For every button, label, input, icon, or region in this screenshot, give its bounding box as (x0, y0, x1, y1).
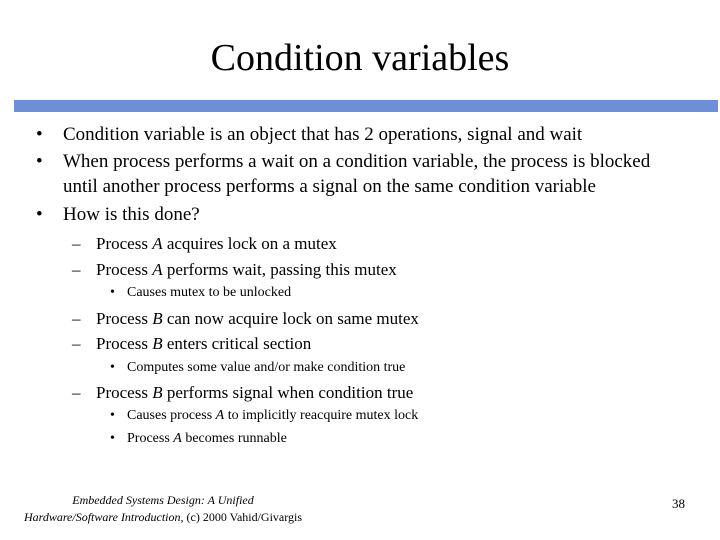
text-suffix: performs signal when condition true (162, 383, 414, 402)
sub-sub-bullet-text (127, 429, 287, 449)
text-suffix: performs wait, passing this mutex (162, 260, 397, 279)
text-suffix: can now acquire lock on same mutex (162, 309, 419, 328)
sub-bullet-text (96, 307, 419, 331)
text-prefix: Process (127, 431, 174, 446)
process-name: A (152, 260, 163, 279)
dash-marker: – (72, 309, 81, 328)
slide-number: 38 (672, 496, 685, 511)
bullet-text: How is this done? (63, 204, 200, 225)
dash-marker: – (72, 334, 81, 353)
bullet-marker: • (110, 431, 115, 446)
sub-sub-bullet-text (127, 406, 418, 426)
bullet-text: When process performs a wait on a condition variable, the process is blocked (63, 151, 651, 172)
footer-book-title: Embedded Systems Design: A Unified (72, 493, 254, 507)
process-name: B (152, 309, 163, 328)
process-name: A (173, 431, 182, 446)
footer-book-subtitle: Hardware/Software Introduction, (23, 510, 184, 524)
footer-citation (8, 492, 318, 526)
text-suffix: becomes runnable (181, 431, 287, 446)
process-name: B (152, 383, 163, 402)
process-name: A (152, 234, 163, 253)
sub-sub-bullet-text: Computes some value and/or make condition true (127, 360, 406, 375)
bullet-marker: • (36, 124, 43, 145)
sub-bullet-text (96, 258, 397, 282)
text-suffix: enters critical section (162, 334, 312, 353)
bullet-marker: • (36, 204, 43, 225)
footer-book-subtitle-line (8, 509, 318, 526)
dash-marker: – (72, 260, 81, 279)
text-prefix: Process (96, 334, 153, 353)
bullet-text: until another process performs a signal on the same condition variable (63, 176, 596, 197)
text-prefix: Process (96, 383, 153, 402)
bullet-text: Condition variable is an object that has 2 operations, signal and wait (63, 124, 583, 145)
text-prefix: Process (96, 309, 153, 328)
bullet-marker: • (110, 408, 115, 423)
text-prefix: Process (96, 260, 153, 279)
process-name: A (215, 408, 225, 423)
process-name: B (152, 334, 163, 353)
dash-marker: – (72, 234, 81, 253)
slide-title: Condition variables (210, 37, 510, 79)
bullet-marker: • (110, 285, 115, 300)
dash-marker: – (72, 383, 81, 402)
sub-bullet-text (96, 381, 413, 405)
title-divider-bar (14, 100, 718, 112)
text-suffix: to implicitly reacquire mutex lock (224, 408, 419, 423)
text-suffix: acquires lock on a mutex (162, 234, 337, 253)
sub-sub-bullet-text: Causes mutex to be unlocked (127, 285, 292, 300)
text-prefix: Causes process (127, 408, 216, 423)
text-prefix: Process (96, 234, 153, 253)
bullet-marker: • (110, 360, 115, 375)
sub-bullet-text (96, 332, 311, 356)
bullet-marker: • (36, 151, 43, 172)
sub-bullet-text (96, 232, 337, 256)
footer-copyright: (c) 2000 Vahid/Givargis (183, 510, 303, 524)
